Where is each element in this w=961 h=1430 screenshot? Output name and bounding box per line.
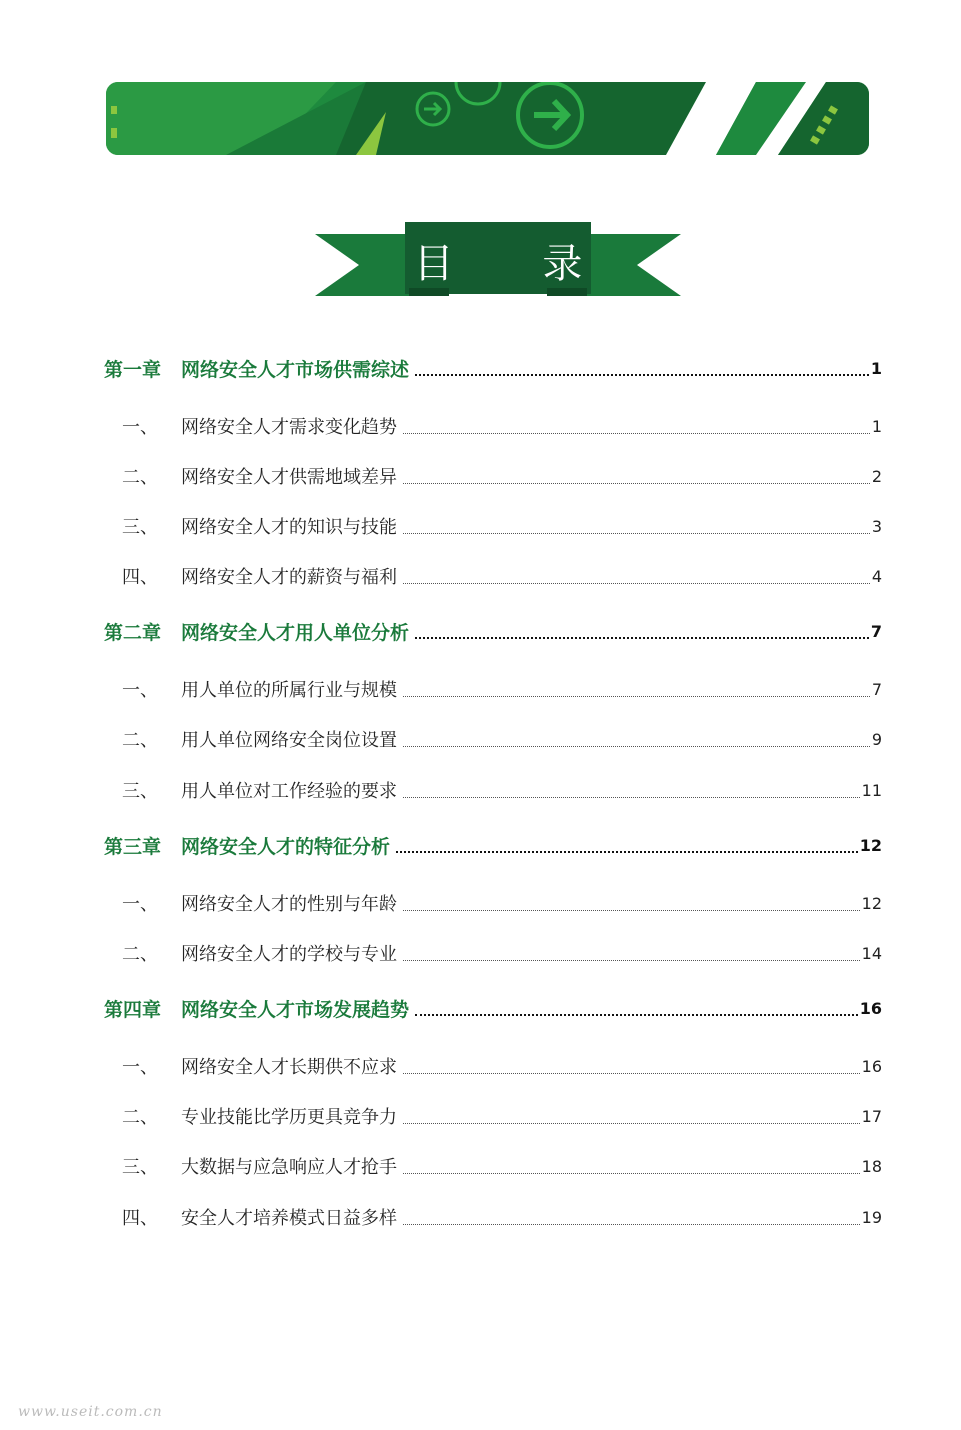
toc-entry-title: 大数据与应急响应人才抢手 — [181, 1157, 397, 1178]
toc-page-number: 1 — [870, 358, 882, 378]
toc-page-number: 12 — [859, 835, 882, 855]
toc-entry-number: 第一章 — [104, 358, 162, 381]
toc-dot-leader — [403, 746, 870, 747]
toc-chapter-row[interactable] — [104, 354, 882, 382]
toc-entry-title: 网络安全人才用人单位分析 — [181, 621, 410, 644]
header-banner — [106, 82, 869, 155]
toc-dot-leader — [403, 1123, 860, 1124]
toc-page-number: 19 — [861, 1207, 882, 1227]
toc-dot-leader — [403, 1073, 860, 1074]
toc-entry-number: 三、 — [122, 1157, 158, 1178]
toc-entry-title: 网络安全人才的学校与专业 — [181, 944, 397, 965]
toc-entry-number: 第二章 — [104, 621, 162, 644]
toc-page-number: 16 — [859, 998, 882, 1018]
toc-section-row[interactable] — [104, 1102, 882, 1130]
toc-dot-leader — [403, 433, 870, 434]
toc-entry-number: 一、 — [122, 417, 158, 438]
toc-section-row[interactable] — [104, 412, 882, 440]
toc-page-number: 4 — [871, 566, 882, 586]
toc-entry-number: 二、 — [122, 1107, 158, 1128]
toc-page-number: 7 — [870, 621, 882, 641]
toc-page-number: 14 — [861, 943, 882, 963]
toc-section-row[interactable] — [104, 776, 882, 804]
page-title: 目 录 — [413, 240, 621, 287]
toc-section-row[interactable] — [104, 1152, 882, 1180]
toc-entry-title: 网络安全人才需求变化趋势 — [181, 417, 397, 438]
toc-page-number: 17 — [861, 1106, 882, 1126]
toc-entry-title: 网络安全人才的性别与年龄 — [181, 894, 397, 915]
toc-entry-title: 网络安全人才长期供不应求 — [181, 1057, 397, 1078]
toc-section-row[interactable] — [104, 512, 882, 540]
toc-page-number: 12 — [861, 893, 882, 913]
toc-dot-leader — [403, 1224, 860, 1225]
toc-section-row[interactable] — [104, 1203, 882, 1231]
toc-entry-number: 二、 — [122, 467, 158, 488]
toc-entry-number: 三、 — [122, 517, 158, 538]
toc-section-row[interactable] — [104, 1052, 882, 1080]
toc-entry-title: 用人单位网络安全岗位设置 — [181, 730, 397, 751]
toc-section-row[interactable] — [104, 889, 882, 917]
toc-entry-number: 一、 — [122, 894, 158, 915]
toc-page-number: 7 — [871, 679, 882, 699]
toc-dot-leader — [396, 851, 858, 853]
toc-chapter-row[interactable] — [104, 831, 882, 859]
toc-entry-title: 用人单位对工作经验的要求 — [181, 781, 397, 802]
toc-entry-number: 二、 — [122, 730, 158, 751]
toc-section-row[interactable] — [104, 725, 882, 753]
toc-section-row[interactable] — [104, 462, 882, 490]
toc-dot-leader — [403, 696, 870, 697]
toc-dot-leader — [403, 583, 870, 584]
toc-entry-number: 一、 — [122, 1057, 158, 1078]
toc-dot-leader — [403, 533, 870, 534]
toc-entry-number: 四、 — [122, 567, 158, 588]
toc-entry-title: 网络安全人才供需地域差异 — [181, 467, 397, 488]
toc-page-number: 11 — [861, 780, 882, 800]
toc-section-row[interactable] — [104, 562, 882, 590]
toc-page-number: 1 — [871, 416, 882, 436]
toc-dot-leader — [403, 483, 870, 484]
toc-dot-leader — [403, 1173, 860, 1174]
toc-dot-leader — [403, 910, 860, 911]
toc-entry-title: 用人单位的所属行业与规模 — [181, 680, 397, 701]
toc-entry-number: 二、 — [122, 944, 158, 965]
toc-entry-title: 网络安全人才的特征分析 — [181, 835, 391, 858]
toc-chapter-row[interactable] — [104, 617, 882, 645]
toc-entry-title: 网络安全人才市场发展趋势 — [181, 998, 410, 1021]
toc-entry-number: 四、 — [122, 1208, 158, 1229]
toc-page-number: 2 — [871, 466, 882, 486]
toc-section-row[interactable] — [104, 675, 882, 703]
toc-entry-number: 三、 — [122, 781, 158, 802]
toc-page-number: 9 — [871, 729, 882, 749]
toc-entry-title: 网络安全人才市场供需综述 — [181, 358, 410, 381]
toc-page-number: 3 — [871, 516, 882, 536]
toc-entry-title: 网络安全人才的知识与技能 — [181, 517, 397, 538]
toc-entry-title: 安全人才培养模式日益多样 — [181, 1208, 397, 1229]
toc-entry-title: 专业技能比学历更具竞争力 — [181, 1107, 397, 1128]
toc-dot-leader — [415, 374, 869, 376]
toc-dot-leader — [403, 797, 860, 798]
toc-entry-number: 一、 — [122, 680, 158, 701]
toc-entry-number: 第三章 — [104, 835, 162, 858]
toc-chapter-row[interactable] — [104, 994, 882, 1022]
toc-entry-title: 网络安全人才的薪资与福利 — [181, 567, 397, 588]
toc-section-row[interactable] — [104, 939, 882, 967]
toc-dot-leader — [403, 960, 860, 961]
toc-dot-leader — [415, 637, 869, 639]
toc-page-number: 16 — [861, 1056, 882, 1076]
toc-entry-number: 第四章 — [104, 998, 162, 1021]
toc-page-number: 18 — [861, 1156, 882, 1176]
toc-dot-leader — [415, 1014, 858, 1016]
watermark: www.useit.com.cn — [18, 1404, 163, 1420]
